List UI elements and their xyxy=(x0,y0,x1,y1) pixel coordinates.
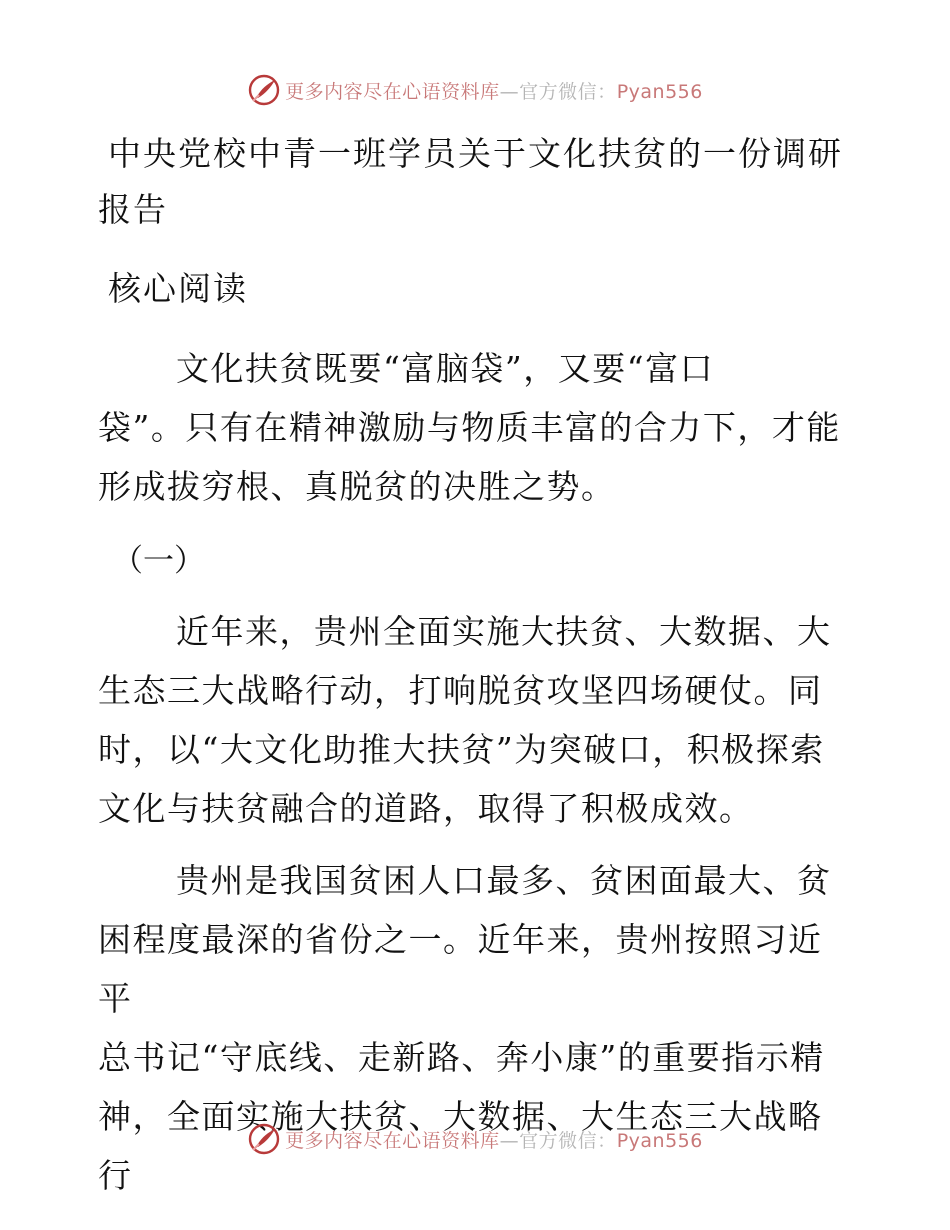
watermark-lead-text: 更多内容尽在心语资料库 xyxy=(285,1129,500,1152)
watermark-banner-top xyxy=(0,70,950,110)
summary-line: 形成拔穷根、真脱贫的决胜之势。 xyxy=(98,467,616,506)
paragraph-line: 神，全面实施大扶贫、大数据、大生态三大战略行 xyxy=(98,1097,823,1195)
watermark-lead-text: 更多内容尽在心语资料库 xyxy=(285,80,500,103)
watermark-tail-text: —官方微信： xyxy=(499,80,617,103)
summary-line: 袋”。只有在精神激励与物质丰富的合力下，才能 xyxy=(98,408,841,447)
quill-logo-icon xyxy=(247,1122,281,1156)
section-heading: 核心阅读 xyxy=(108,269,248,308)
paragraph-line: 贵州是我国贫困人口最多、贫困面最大、贫 xyxy=(176,861,832,900)
quill-logo-icon xyxy=(247,73,281,107)
title-line-2: 报告 xyxy=(98,190,168,229)
paragraph-line: 总书记“守底线、走新路、奔小康”的重要指示精 xyxy=(98,1038,825,1077)
paragraph-line: 近年来，贵州全面实施大扶贫、大数据、大 xyxy=(176,612,832,651)
paragraph-line: 生态三大战略行动，打响脱贫攻坚四场硬仗。同 xyxy=(98,671,823,710)
watermark-wechat-id: Pyan556 xyxy=(616,1129,703,1152)
body-paragraph-1 xyxy=(98,602,850,838)
document-body xyxy=(98,126,850,1205)
section-number: （一） xyxy=(112,543,205,579)
paragraph-line: 时，以“大文化助推大扶贫”为突破口，积极探索 xyxy=(98,730,825,769)
paragraph-line: 文化与扶贫融合的道路，取得了积极成效。 xyxy=(98,789,754,828)
summary-paragraph xyxy=(98,339,850,516)
summary-line: 文化扶贫既要“富脑袋”，又要“富口 xyxy=(176,349,715,388)
watermark-banner-bottom xyxy=(0,1119,950,1159)
watermark-wechat-id: Pyan556 xyxy=(616,80,703,103)
paragraph-line: 困程度最深的省份之一。近年来，贵州按照习近平 xyxy=(98,920,823,1018)
title-line-1: 中央党校中青一班学员关于文化扶贫的一份调研 xyxy=(108,134,843,173)
document-title xyxy=(98,126,850,238)
watermark-tail-text: —官方微信： xyxy=(499,1129,617,1152)
